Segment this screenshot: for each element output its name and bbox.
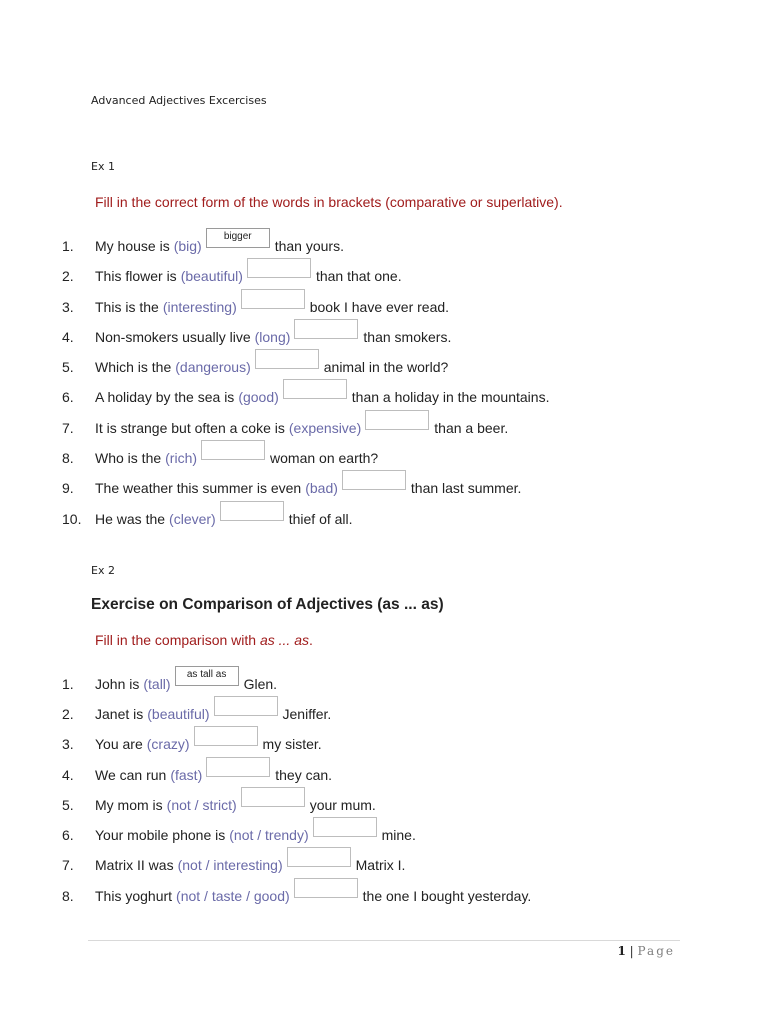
answer-field[interactable] (201, 440, 265, 460)
question-text-after: woman on earth? (270, 450, 379, 466)
question-hint: (bad) (305, 480, 338, 496)
question-hint: (dangerous) (175, 359, 251, 375)
ex2-instruction (95, 632, 313, 648)
ex2-question (62, 819, 416, 843)
answer-field[interactable] (342, 470, 406, 490)
question-number: 4. (62, 767, 74, 783)
question-text-before: You are (95, 736, 143, 752)
answer-field[interactable] (365, 410, 429, 430)
question-text-before: Non-smokers usually live (95, 329, 251, 345)
question-hint: (crazy) (146, 736, 190, 752)
question-hint: (fast) (170, 767, 203, 783)
question-hint: (good) (238, 389, 279, 405)
question-number: 8. (62, 450, 74, 466)
question-number: 5. (62, 359, 74, 375)
page-word: Page (637, 944, 675, 958)
question-text-before: This flower is (95, 268, 177, 284)
question-text-before: Janet is (95, 706, 144, 722)
ex1-question (62, 472, 521, 496)
ex2-question (62, 759, 332, 783)
question-text-after: your mum. (309, 797, 376, 813)
question-hint: (not / taste / good) (176, 888, 290, 904)
question-number: 4. (62, 329, 74, 345)
question-hint: (beautiful) (147, 706, 210, 722)
question-text-before: A holiday by the sea is (95, 389, 235, 405)
question-text-before: My mom is (95, 797, 163, 813)
ex2-question (62, 849, 405, 873)
question-text-before: John is (95, 676, 140, 692)
page-number: 1 (617, 944, 626, 958)
question-text-after: they can. (275, 767, 333, 783)
answer-field[interactable]: bigger (206, 228, 270, 248)
question-hint: (expensive) (288, 420, 362, 436)
question-hint: (big) (173, 238, 202, 254)
question-text-before: Your mobile phone is (95, 827, 226, 843)
question-hint: (not / trendy) (229, 827, 309, 843)
question-text-after: Jeniffer. (282, 706, 332, 722)
instruction-suffix: . (308, 632, 313, 648)
answer-field[interactable] (206, 757, 270, 777)
answer-field[interactable] (220, 501, 284, 521)
ex1-question (62, 230, 344, 254)
question-text-before: Which is the (95, 359, 172, 375)
question-text-after: than a holiday in the mountains. (351, 389, 550, 405)
ex2-label: Ex 2 (91, 564, 115, 577)
instruction-emphasis: as ... as (259, 632, 309, 648)
question-number: 5. (62, 797, 74, 813)
question-text-before: Who is the (95, 450, 162, 466)
question-number: 2. (62, 268, 74, 284)
question-number: 3. (62, 736, 74, 752)
ex2-question (62, 880, 531, 904)
page-separator: | (629, 944, 634, 958)
question-text-after: than smokers. (363, 329, 452, 345)
question-text-after: than last summer. (410, 480, 522, 496)
question-number: 1. (62, 676, 74, 692)
ex1-question (62, 351, 448, 375)
ex2-heading: Exercise on Comparison of Adjectives (as ... as) (91, 596, 444, 613)
question-text-after: book I have ever read. (309, 299, 450, 315)
question-hint: (rich) (165, 450, 198, 466)
ex1-instruction: Fill in the correct form of the words in brackets (comparative or superlative). (95, 194, 563, 210)
question-text-after: my sister. (262, 736, 322, 752)
answer-field[interactable] (294, 319, 358, 339)
answer-field[interactable] (287, 847, 351, 867)
ex1-question (62, 291, 449, 315)
ex1-question (62, 503, 353, 527)
ex1-question (62, 381, 549, 405)
question-text-before: My house is (95, 238, 170, 254)
question-hint: (not / strict) (166, 797, 237, 813)
answer-field[interactable] (241, 289, 305, 309)
footer-divider (88, 940, 680, 941)
answer-field[interactable]: as tall as (175, 666, 239, 686)
question-text-before: We can run (95, 767, 167, 783)
question-number: 7. (62, 420, 74, 436)
ex2-question (62, 728, 322, 752)
question-hint: (not / interesting) (177, 857, 283, 873)
question-number: 6. (62, 827, 74, 843)
answer-field[interactable] (313, 817, 377, 837)
question-number: 7. (62, 857, 74, 873)
question-text-after: than a beer. (434, 420, 509, 436)
ex2-question (62, 789, 376, 813)
document-title: Advanced Adjectives Excercises (91, 94, 267, 107)
question-text-before: He was the (95, 511, 166, 527)
ex1-question (62, 260, 402, 284)
ex1-label: Ex 1 (91, 160, 115, 173)
question-text-before: This is the (95, 299, 159, 315)
answer-field[interactable] (283, 379, 347, 399)
ex1-question (62, 321, 451, 345)
answer-field[interactable] (194, 726, 258, 746)
question-number: 9. (62, 480, 74, 496)
answer-field[interactable] (294, 878, 358, 898)
answer-field[interactable] (247, 258, 311, 278)
ex2-question (62, 698, 331, 722)
ex1-question (62, 442, 378, 466)
question-text-before: This yoghurt (95, 888, 173, 904)
question-hint: (tall) (143, 676, 171, 692)
ex1-question (62, 412, 508, 436)
page-footer (617, 944, 675, 958)
question-number: 10. (62, 511, 82, 527)
question-number: 1. (62, 238, 74, 254)
question-number: 2. (62, 706, 74, 722)
question-text-after: than that one. (315, 268, 402, 284)
question-text-after: thief of all. (288, 511, 353, 527)
question-text-before: It is strange but often a coke is (95, 420, 285, 436)
answer-field[interactable] (255, 349, 319, 369)
question-hint: (clever) (169, 511, 216, 527)
question-hint: (beautiful) (180, 268, 243, 284)
question-number: 8. (62, 888, 74, 904)
instruction-prefix: Fill in the comparison with (95, 632, 257, 648)
question-text-after: Glen. (243, 676, 278, 692)
question-text-after: animal in the world? (323, 359, 449, 375)
ex2-question (62, 668, 277, 692)
question-text-after: than yours. (274, 238, 344, 254)
question-text-before: Matrix II was (95, 857, 174, 873)
question-hint: (interesting) (162, 299, 237, 315)
question-text-after: mine. (381, 827, 416, 843)
question-text-before: The weather this summer is even (95, 480, 302, 496)
question-hint: (long) (254, 329, 291, 345)
answer-field[interactable] (214, 696, 278, 716)
question-text-after: Matrix I. (355, 857, 406, 873)
question-text-after: the one I bought yesterday. (362, 888, 532, 904)
answer-field[interactable] (241, 787, 305, 807)
question-number: 6. (62, 389, 74, 405)
question-number: 3. (62, 299, 74, 315)
